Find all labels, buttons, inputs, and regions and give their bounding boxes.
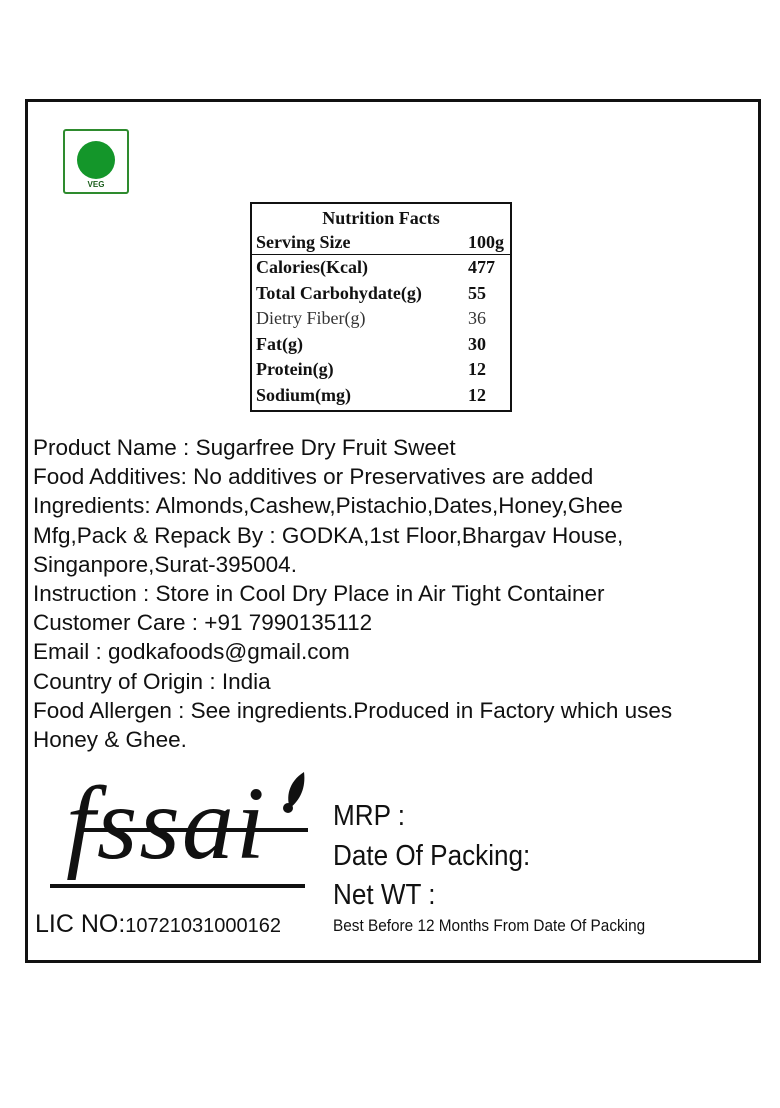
date-of-packing: Date Of Packing: <box>333 840 531 872</box>
nutrition-row <box>252 306 510 332</box>
nutrition-row <box>252 357 510 383</box>
mrp: MRP : <box>333 800 406 832</box>
fssai-logo <box>48 766 313 900</box>
nutrition-row <box>252 332 510 358</box>
net-weight: Net WT : <box>333 879 436 911</box>
nutrition-title: Nutrition Facts <box>322 208 440 228</box>
manufacturer-address: Singanpore,Surat-395004. <box>33 551 297 577</box>
logo-bottom-line <box>50 884 305 888</box>
nutrition-row <box>252 255 510 281</box>
nutrition-row <box>252 281 510 307</box>
veg-mark <box>63 129 129 194</box>
nutrition-row <box>252 383 510 409</box>
lic-label: LIC NO: <box>35 910 126 938</box>
row-value: 30 <box>468 333 486 354</box>
veg-label: VEG <box>87 180 105 189</box>
leaf-icon <box>278 770 308 815</box>
row-value: 12 <box>468 384 486 405</box>
product-info <box>33 433 672 754</box>
row-label: Dietry Fiber(g) <box>256 308 366 328</box>
customer-care: Customer Care : +91 7990135112 <box>33 610 373 636</box>
nutrition-row <box>252 230 510 255</box>
nutrition-facts-table <box>250 202 512 412</box>
food-allergen-cont: Honey & Ghee. <box>33 727 187 753</box>
email: Email : godkafoods@gmail.com <box>33 639 350 665</box>
row-value: 55 <box>468 282 486 303</box>
fssai-logo-text: fssai <box>66 766 267 881</box>
product-name: Product Name : Sugarfree Dry Fruit Sweet <box>33 435 456 460</box>
row-label: Protein(g) <box>256 359 334 379</box>
manufacturer: Mfg,Pack & Repack By : GODKA,1st Floor,Bhargav House, <box>33 522 624 548</box>
best-before: Best Before 12 Months From Date Of Packing <box>333 917 646 935</box>
row-label: Sodium(mg) <box>256 384 352 405</box>
veg-dot-icon <box>77 141 115 179</box>
row-value: 100g <box>468 232 504 252</box>
lic-value: 10721031000162 <box>125 915 282 937</box>
instruction: Instruction : Store in Cool Dry Place in Air Tight Container <box>33 581 605 607</box>
country-of-origin: Country of Origin : India <box>33 668 271 694</box>
row-label: Calories(Kcal) <box>256 257 368 277</box>
row-value: 477 <box>468 257 495 277</box>
food-additives: Food Additives: No additives or Preservatives are added <box>33 464 594 490</box>
row-label: Total Carbohydate(g) <box>256 282 422 303</box>
row-label: Serving Size <box>256 232 351 252</box>
ingredients: Ingredients: Almonds,Cashew,Pistachio,Dates,Honey,Ghee <box>33 493 623 519</box>
row-value: 12 <box>468 359 486 379</box>
license-number <box>35 910 281 939</box>
food-allergen: Food Allergen : See ingredients.Produced in Factory which uses <box>33 697 673 723</box>
row-value: 36 <box>468 308 486 328</box>
row-label: Fat(g) <box>256 333 303 354</box>
